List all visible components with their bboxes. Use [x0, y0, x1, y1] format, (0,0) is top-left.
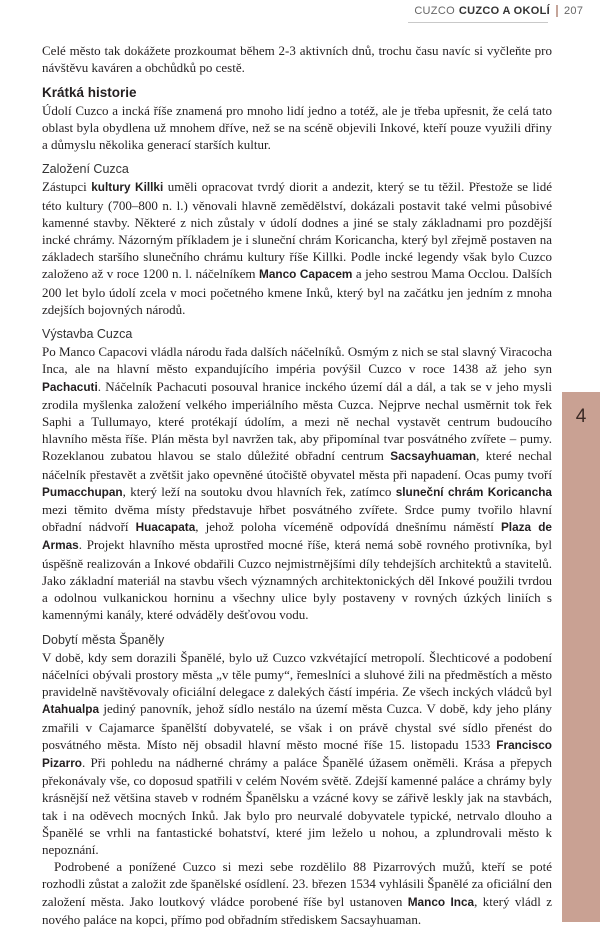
- text-run: . Náčelník Pachacuti posouval hranice inckého území dál a dál, a tak se v jeho mysli zrodila myšlenka založení velkého imperiálního města Cuzca. Nejprve nechal usměrnit tok řek Saphi a Tullumayo, které protékají údolím, a mezi ně nechal vystavět centrum budoucího hlavního města říše. Plán města byl navržen tak, aby připomínal tvar posvátného zvířete – pumy. Rozeklanou zubatou hlavou se stalo důležité obřadní centrum: [42, 378, 552, 464]
- keyword-huacapata: Huacapata: [135, 520, 196, 535]
- keyword-pumacchupan: Pumacchupan: [42, 484, 123, 499]
- text-run: , který vládl z nového paláce na kopci, přímo pod obřadním střediskem Sacsayhuaman.: [42, 893, 552, 927]
- construction-heading: Výstavba Cuzca: [42, 327, 133, 342]
- chapter-tab: [562, 392, 600, 922]
- text-run: V době, kdy sem dorazili Španělé, bylo už Cuzco vzkvétající metropolí. Šlechticové a podobení náčelníci obývali prostory města „v těle pumy“, řemeslníci a sluhové žili na předměstích a město pravidelně navštěvovaly oficiální delegace z dalekých částí impéria. Ze všech inckých vládců byl: [42, 649, 552, 700]
- keyword-killki: kultury Killki: [91, 180, 164, 195]
- text-run: a jeho sestrou Mama Occlou. Dalších 200 let bylo údolí zcela v moci početného kmene Inků, který byl na začátku jen jedním z mnoha zdejších bojovných národů.: [42, 266, 552, 317]
- keyword-manco-capacem: Manco Capacem: [259, 267, 353, 282]
- keyword-atahualpa: Atahualpa: [42, 702, 100, 717]
- running-head-chapter: CUZCO: [414, 5, 455, 17]
- text-run: Zástupci: [42, 179, 92, 195]
- founding-paragraph: [42, 178, 552, 318]
- text-run: Podrobené a ponížené Cuzco si mezi sebe rozdělilo 88 Pizarrových mužů, kteří se poté rozhodli zůstat a založit zde španělské osídlení. 23. březen 1534 vyhlásili Španělé za oficiální den založení města. Jako loutkový vládce porobené říše byl ustanoven: [42, 859, 552, 909]
- history-heading: Krátká historie: [42, 85, 137, 101]
- keyword-koricancha: sluneční chrám Koricancha: [395, 484, 552, 499]
- text-run: , které nechal náčelník přestavět a zvětšit jako opevněné útočiště obyvatel města při napadení. Ocas pumy tvoří: [42, 448, 552, 482]
- conquest-heading: Dobytí města Španěly: [42, 632, 165, 647]
- text-run: jediný panovník, jehož sídlo nestálo na území města Cuzca. V době, kdy jeho plány zmařili v Cajamarce španělští dobyvatelé, se však i on právě chystal své sídlo přenést do posvátného města. Místo něj obsadil hlavní město mocné říše 15. listopadu 1533: [42, 701, 552, 752]
- text-run: . Projekt hlavního města uprostřed mocné říše, která nemá sobě rovného protivníka, byl úspěšně realizován a Inkové obdařili Cuzco nejmistrnějšími díly tehdejších architektů a stavitelů. Jako základní materiál na stavbu všech významných architektonických děl Inkové použili tvrdou a odolnou vulkanickou horninu a všechny ulice byly postaveny v rovných úzkých liniích s kamennými kanály, které odváděly dešťovou vodu.: [42, 537, 552, 623]
- keyword-francisco-pizarro: Francisco Pizarro: [42, 737, 552, 770]
- text-run: , jehož poloha víceméně odpovídá dnešnímu náměstí: [195, 519, 501, 535]
- text-run: . Při pohledu na nádherné chrámy a paláce Španělé úžasem oněměli. Krása a přepych překonávaly vše, co doposud spatřili v celém Novém světě. Zdejší kamenné paláce a chrámy byly krásnější než většina staveb v rodném Španělsku a vzácné kovy se zářivě leskly jak na stavbách, tak i na oděvech mocných Inků. Jak bylo pro neurvalé dobyvatele typické, netrvalo dlouho a Španělé se vrhli na fantastické bohatství, které jim leželo u nohou, a zplundrovali město k nepoznání.: [42, 754, 552, 857]
- text-run: mezi těmito dvěma místy představuje hřbet posvátného zvířete. Srdce pumy tvořilo hlavní obřadní nádvoří: [42, 502, 552, 535]
- keyword-manco-inca: Manco Inca: [407, 894, 475, 909]
- page-number: 207: [564, 5, 584, 17]
- conquest-paragraph-2: [42, 858, 552, 928]
- text-run: uměli opracovat tvrdý diorit a andezit, který se tu těžil. Přestože se lidé této kultury (700–800 n. l.) věnovali hlavně zemědělství, dokázali postavit také velmi působivé kamenné stavby. Některé z nich zůstaly v údolí dodnes a jiné se staly základnami pro pozdější incké chrámy. Názorným příkladem je i sluneční chrám Koricancha, který byl zřejmě postaven na základech staršího slunečního chrámu kultury říše Killki. Podle incké legendy však bylo Cuzco založeno až v roce 1200 n. l. náčelníkem: [42, 179, 553, 282]
- spacer: [42, 153, 552, 161]
- keyword-plaza-de-armas: Plaza de Armas: [42, 520, 552, 553]
- intro-paragraph: Celé město tak dokážete prozkoumat během 2-3 aktivních dnů, trochu času navíc si vyčleňte pro návštěvu kaváren a obchůdků po cestě.: [42, 43, 552, 76]
- history-paragraph: Údolí Cuzco a incká říše znamená pro mnoho lidí jedno a totéž, ale je třeba upřesnit, že celá tato oblast byla obydlena už mnohem dříve, než se na scéně objevili Inkové, kteří pouze využili dřiny a důmyslu několika generací starších kultur.: [42, 102, 552, 153]
- founding-heading: Založení Cuzca: [42, 162, 129, 177]
- construction-paragraph: [42, 343, 552, 623]
- conquest-paragraph: [42, 649, 552, 858]
- header-rule: [408, 22, 548, 23]
- text-run: Po Manco Capacovi vládla národu řada dalších náčelníků. Osmým z nich se stal slavný Viracocha Inca, ale na hlavní město expandujícího impéria povýšil Cuzco v roce 1438 až jeho syn: [42, 344, 552, 377]
- chapter-tab-number: 4: [575, 406, 587, 427]
- keyword-pachacuti: Pachacuti: [42, 379, 98, 394]
- spacer: [42, 624, 552, 632]
- running-head-divider: [556, 5, 558, 17]
- spacer: [42, 318, 552, 326]
- page-body: [42, 42, 552, 928]
- text-run: , který leží na soutoku dvou hlavních řek, zatímco: [122, 483, 396, 499]
- keyword-sacsayhuaman: Sacsayhuaman: [390, 449, 477, 464]
- spacer: [42, 76, 552, 84]
- running-head: [414, 0, 600, 22]
- running-head-section: CUZCO A OKOLÍ: [458, 5, 550, 17]
